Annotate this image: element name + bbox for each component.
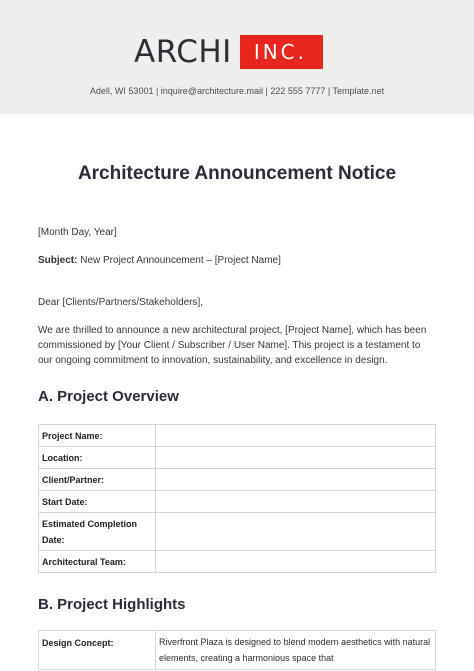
- row-label: Project Name:: [39, 425, 156, 447]
- section-heading-overview: A. Project Overview: [38, 388, 179, 405]
- row-label: Design Concept:: [39, 631, 156, 670]
- row-value: [156, 491, 436, 513]
- salutation: Dear [Clients/Partners/Stakeholders],: [38, 297, 204, 308]
- table-row: [39, 491, 436, 513]
- intro-paragraph: [38, 323, 438, 368]
- row-value: Riverfront Plaza is designed to blend modern aesthetics with natural elements, creating a harmonious space that: [156, 631, 436, 670]
- project-highlights-table: [38, 630, 436, 670]
- logo-badge: INC.: [240, 35, 323, 69]
- table-row: [39, 513, 436, 551]
- subject-line: [38, 253, 281, 268]
- intro-line: We are thrilled to announce a new architectural project, [Project Name], which has been: [38, 325, 427, 336]
- company-logo: [134, 34, 323, 70]
- contact-info: Adell, WI 53001 | inquire@architecture.mail | 222 555 7777 | Template.net: [89, 86, 385, 96]
- table-row: [39, 631, 436, 670]
- section-heading-highlights: B. Project Highlights: [38, 596, 186, 613]
- row-label: Architectural Team:: [39, 551, 156, 573]
- intro-line: commissioned by [Your Client / Subscriber / User Name]. This project is a testament to: [38, 340, 421, 351]
- row-value: [156, 425, 436, 447]
- project-overview-table: [38, 424, 436, 573]
- table-row: [39, 469, 436, 491]
- date-line: [Month Day, Year]: [38, 227, 117, 238]
- letterhead: [0, 0, 474, 114]
- row-label: Estimated Completion Date:: [39, 513, 156, 551]
- intro-line: our ongoing commitment to innovation, sustainability, and excellence in design.: [38, 355, 388, 366]
- row-label: Client/Partner:: [39, 469, 156, 491]
- row-value: [156, 513, 436, 551]
- table-row: [39, 425, 436, 447]
- logo-wordmark: ARCHI: [134, 34, 232, 70]
- row-label: Start Date:: [39, 491, 156, 513]
- document-title: Architecture Announcement Notice: [77, 163, 397, 184]
- row-value: [156, 447, 436, 469]
- table-row: [39, 551, 436, 573]
- subject-label: Subject:: [38, 255, 78, 266]
- table-row: [39, 447, 436, 469]
- subject-text: New Project Announcement – [Project Name]: [77, 255, 281, 266]
- row-value: [156, 551, 436, 573]
- row-label: Location:: [39, 447, 156, 469]
- row-value: [156, 469, 436, 491]
